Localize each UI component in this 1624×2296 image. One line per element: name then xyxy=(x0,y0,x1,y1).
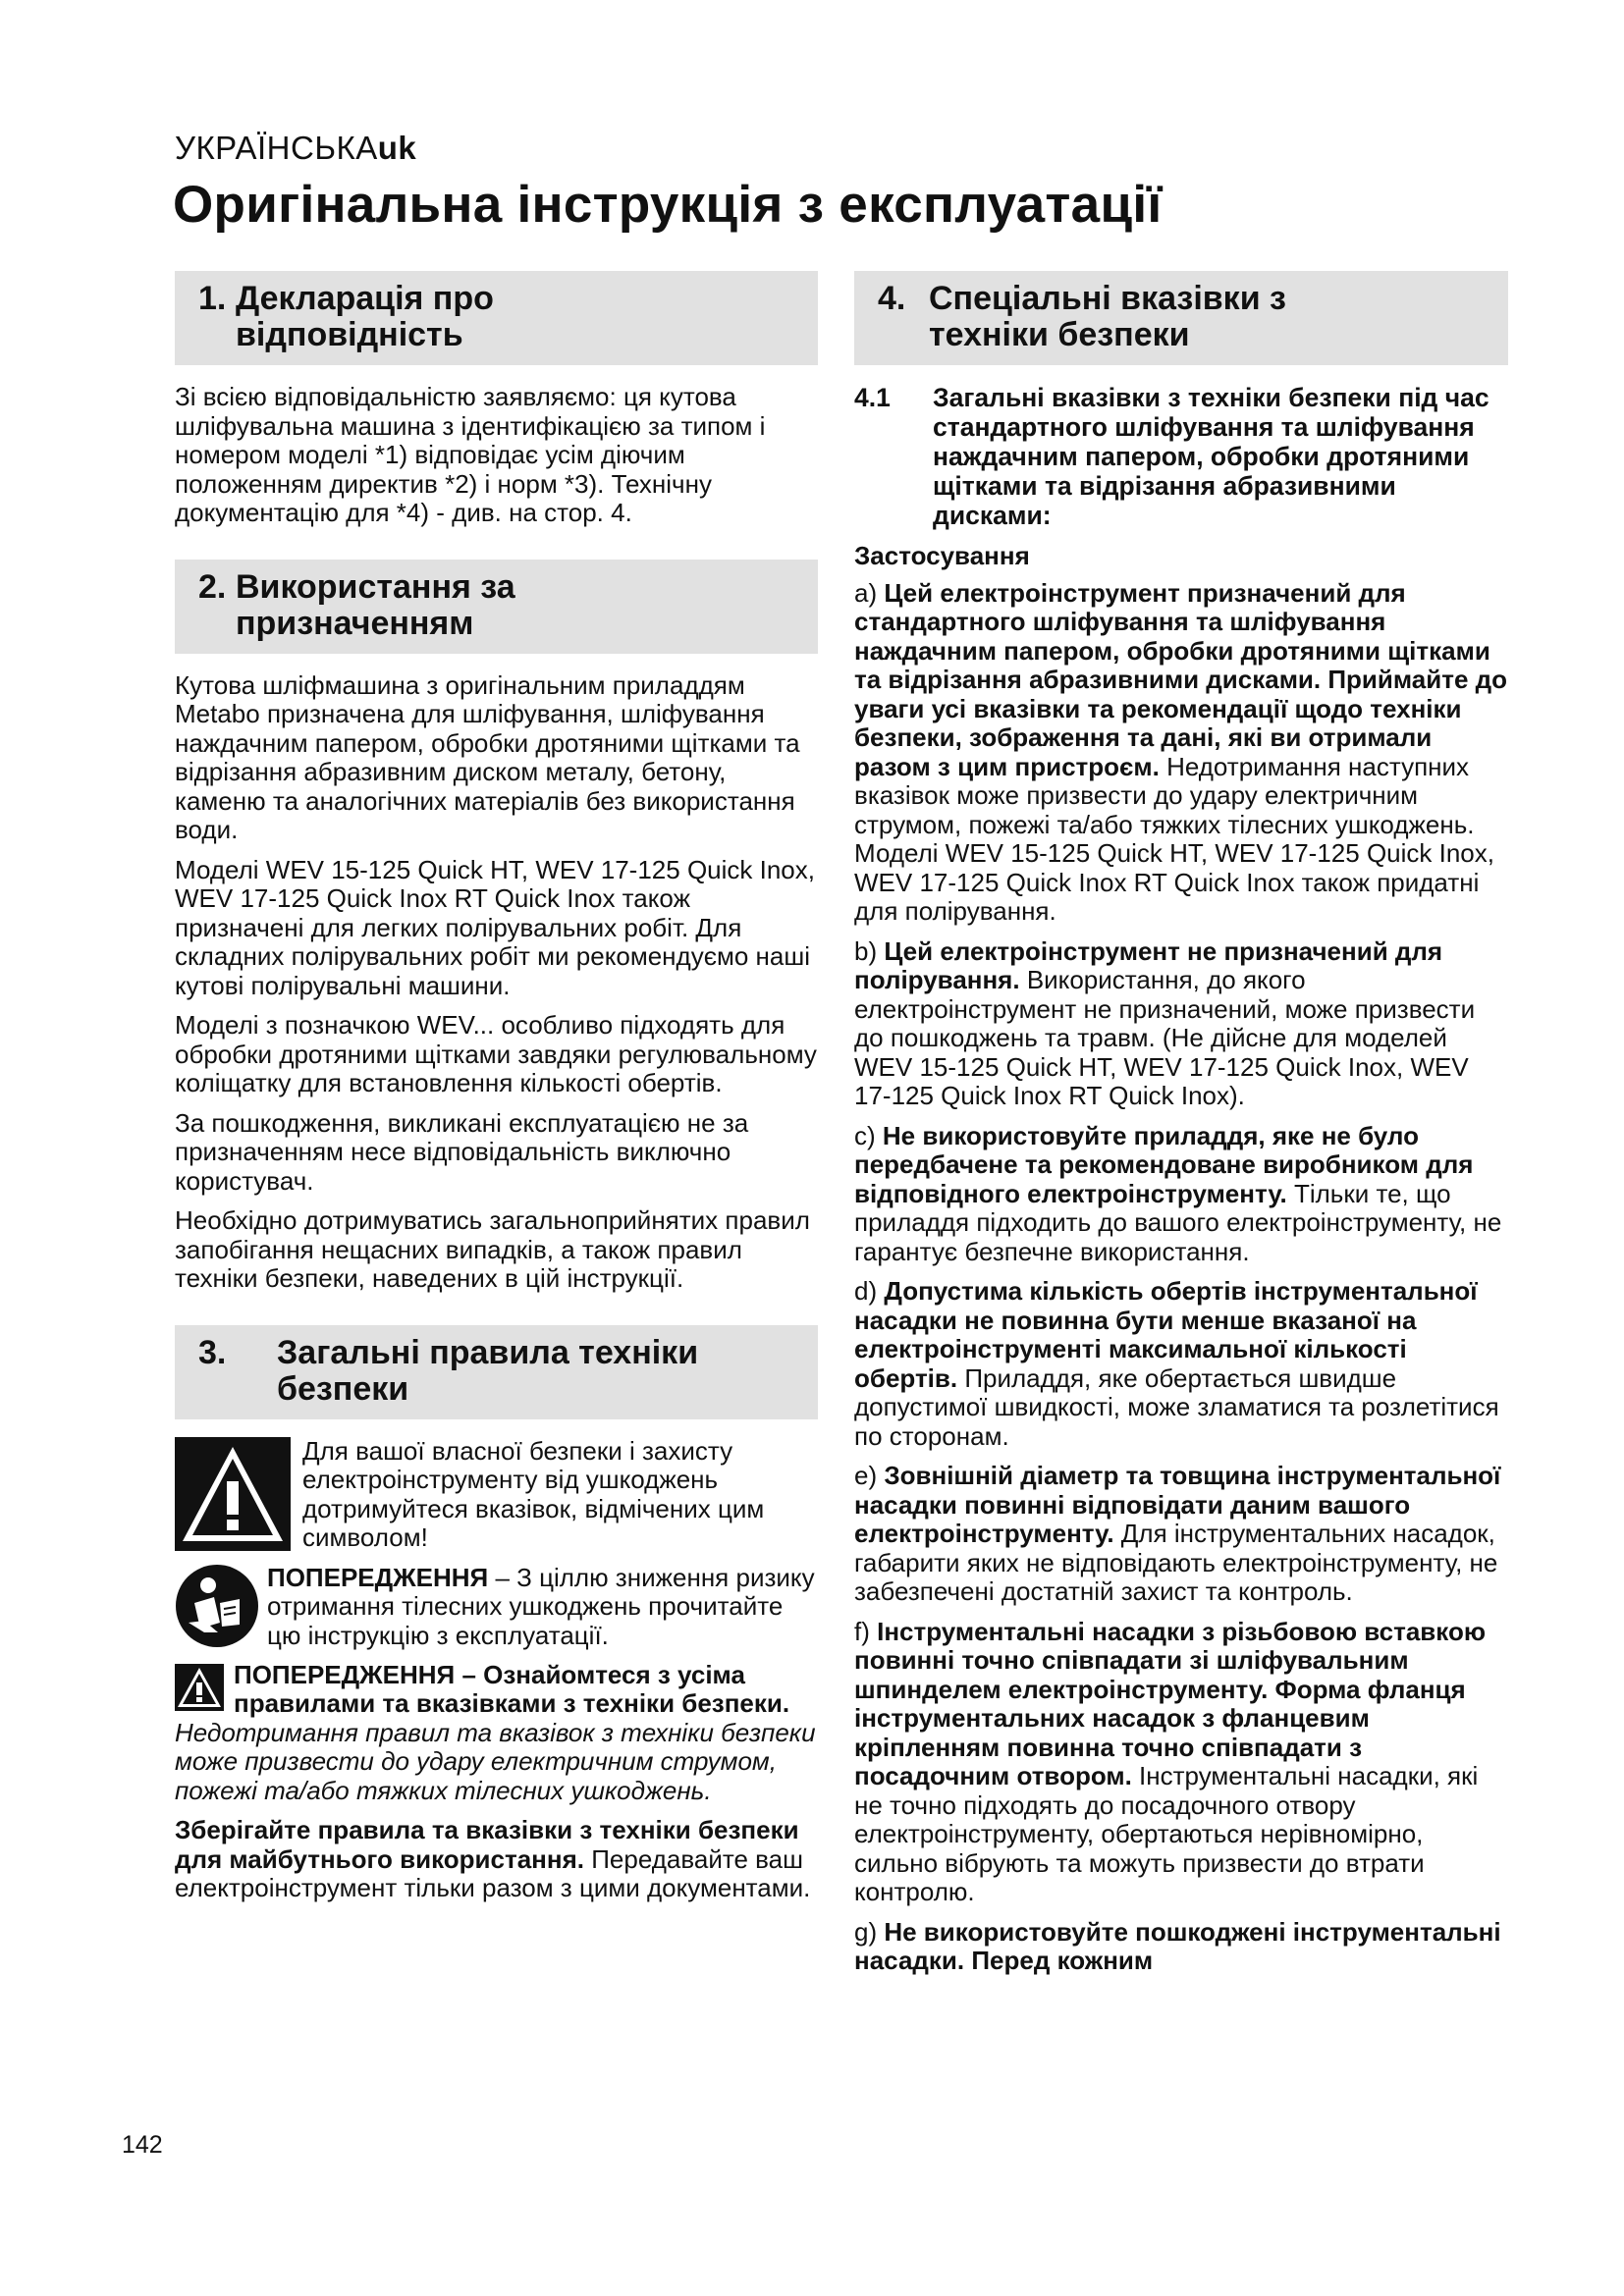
section-2-paragraph: Моделі WEV 15-125 Quick HT, WEV 17-125 Quick Inox, WEV 17-125 Quick Inox RT Quick Inox також призначені для легких полірувальних робіт. Для складних полірувальних робіт ми рекомендуємо наші кутові полірувальні машини. xyxy=(175,854,815,1000)
read-manual-warning: ПОПЕРЕДЖЕННЯ – З ціллю зниження ризику отримання тілесних ушкоджень прочитайте цю інструкцію з експлуатації. xyxy=(267,1562,815,1650)
section-2-paragraph: Моделі з позначкою WEV... особливо підходять для обробки дротяними щітками завдяки регулювальному коліщатку для встановлення кількості обертів. xyxy=(175,1010,817,1097)
section-4-heading: 4. Спеціальні вказівки з техніки безпеки xyxy=(854,271,1508,365)
small-warning-icon xyxy=(175,1664,224,1718)
read-manual-row xyxy=(175,1564,818,1653)
warning-triangle-icon xyxy=(175,1437,302,1556)
keep-instructions: Зберігайте правила та вказівки з техніки безпеки для майбутнього використання. Передавайте ваш електроінструмент тільки разом з цими документами. xyxy=(175,1815,811,1902)
warning-symbol-row xyxy=(175,1437,818,1556)
list-item: d) Допустима кількість обертів інструментальної насадки не повинна бути менше вказаної на електроінструменті максимальної кількості обертів. Приладдя, яке обертається швидше допустимої швидкості, може зламатися та розлетітися по сторонам. xyxy=(854,1276,1499,1451)
section-2-heading: 2. Використання за призначенням xyxy=(175,560,818,654)
language-header xyxy=(175,130,416,167)
section-3-heading: 3. Загальні правила техніки безпеки xyxy=(175,1325,818,1419)
page-title: Оригінальна інструкція з експлуатації xyxy=(173,176,1163,234)
language-code: uk xyxy=(377,130,417,166)
general-warning: ПОПЕРЕДЖЕННЯ – Ознайомтеся з усіма правилами та вказівками з техніки безпеки. Недотримання правил та вказівок з техніки безпеки може призвести до удару електричним струмом, пожежі та/або тяжких тілесних ушкоджень. xyxy=(175,1659,816,1805)
list-item: a) Цей електроінструмент призначений для стандартного шліфування та шліфування наждачним папером, обробки дротяними щітками та відрізання абразивними дисками. Приймайте до уваги усі вказівки та рекомендації щодо техніки безпеки, зображення та дані, які ви отримали разом з цим пристроєм. Недотримання наступних вказівок може призвести до удару електричним струмом, пожежі та/або тяжких тілесних ушкоджень. Моделі WEV 15-125 Quick HT, WEV 17-125 Quick Inox, WEV 17-125 Quick Inox RT Quick Inox також придатні для полірування. xyxy=(854,577,1508,926)
section-1-heading: 1. Декларація про відповідність xyxy=(175,271,818,365)
section-2-paragraph: За пошкодження, викликані експлуатацією не за призначенням несе відповідальність виключно користувач. xyxy=(175,1107,749,1196)
language-name: УКРАЇНСЬКА xyxy=(175,130,378,166)
page-number: 142 xyxy=(122,2131,163,2159)
left-column xyxy=(175,271,818,1914)
list-item: f) Інструментальні насадки з різьбовою вставкою повинні точно співпадати зі шліфувальним шпинделем електроінструменту. Форма фланця інструментальних насадок з фланцевим кріпленням повинна точно співпадати з посадочним отвором. Інструментальні насадки, які не точно підходять до посадочного отвору електроінструменту, обертаються нерівномірно, сильно вібрують та можуть призвести до втрати контролю. xyxy=(854,1616,1487,1906)
subsection-4-1-heading: 4.1 Загальні вказівки з техніки безпеки під час стандартного шліфування та шліфування наждачним папером, обробки дротяними щітками та відрізання абразивними дисками: xyxy=(854,383,1489,530)
symbol-note: Для вашої власної безпеки і захисту електроінструменту від ушкоджень дотримуйтеся вказівок, відмічених цим символом! xyxy=(302,1435,765,1552)
list-item: g) Не використовуйте пошкоджені інструментальні насадки. Перед кожним xyxy=(854,1916,1501,1975)
right-column xyxy=(854,271,1508,1987)
section-2-paragraph: Необхідно дотримуватись загальноприйнятих правил запобігання нещасних випадків, а також правил техніки безпеки, наведених в цій інструкції. xyxy=(175,1205,810,1293)
list-item: b) Цей електроінструмент не призначений для полірування. Використання, до якого електроінструмент не призначений, може призвести до пошкоджень та травм. (Не дійсне для моделей WEV 15-125 Quick HT, WEV 17-125 Quick Inox, WEV 17-125 Quick Inox RT Quick Inox). xyxy=(854,935,1476,1110)
application-heading: Застосування xyxy=(854,541,1030,570)
read-manual-icon xyxy=(175,1564,267,1653)
list-item: e) Зовнішній діаметр та товщина інструментальної насадки повинні відповідати даним вашого електроінструменту. Для інструментальних насадок, габарити яких не відповідають електроінструменту, не забезпечені достатній захист та контроль. xyxy=(854,1461,1501,1606)
section-1-text: Зі всією відповідальністю заявляємо: ця кутова шліфувальна машина з ідентифікацією за типом і номером моделі *1) відповідає усім діючим положенням директив *2) і норм *3). Технічну документацію для *4) - див. на стор. 4. xyxy=(175,382,766,527)
list-item: c) Не використовуйте приладдя, яке не було передбачене та рекомендоване виробником для відповідного електроінструменту. Тільки те, що приладдя підходить до вашого електроінструменту, не гарантує безпечне використання. xyxy=(854,1120,1502,1266)
section-2-paragraph: Кутова шліфмашина з оригінальним приладдям Metabo призначена для шліфування, шліфування наждачним папером, обробки дротяними щітками та відрізання абразивним диском металу, бетону, каменю та аналогічних матеріалів без використання води. xyxy=(175,669,800,844)
